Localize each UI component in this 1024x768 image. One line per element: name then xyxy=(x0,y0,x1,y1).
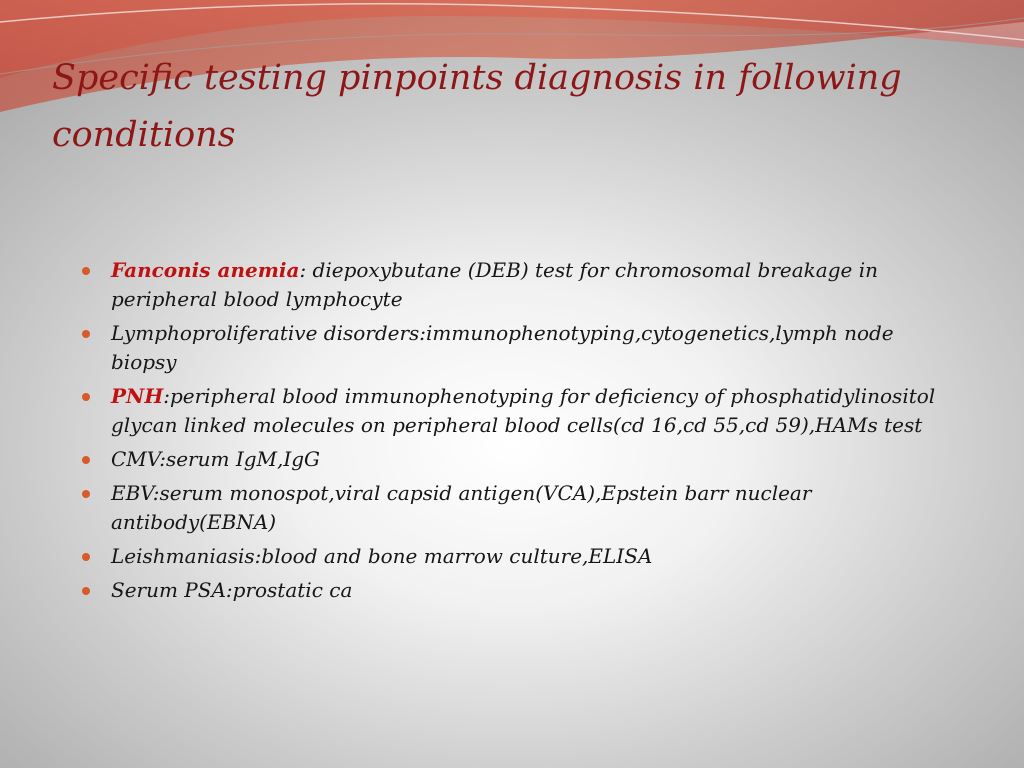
slide-title: Specific testing pinpoints diagnosis in following conditions xyxy=(52,58,902,155)
bullet-dot-icon xyxy=(82,456,90,464)
list-item xyxy=(82,576,962,605)
bullet-term: Fanconis anemia xyxy=(111,258,300,282)
bullet-text: Lymphoproliferative disorders:immunophenotyping,cytogenetics,lymph node biopsy xyxy=(111,321,894,374)
list-item xyxy=(82,479,962,537)
bullet-dot-icon xyxy=(82,553,90,561)
bullet-text: CMV:serum IgM,IgG xyxy=(111,447,321,471)
bullet-text: Serum PSA:prostatic ca xyxy=(111,578,353,602)
list-item xyxy=(82,542,962,571)
bullet-text: :peripheral blood immunophenotyping for deficiency of phosphatidylinositol glycan linked molecules on peripheral blood cells(cd 16,cd 55,cd 59),HAMs test xyxy=(111,384,936,437)
list-item xyxy=(82,382,962,440)
list-item xyxy=(82,319,962,377)
list-item xyxy=(82,445,962,474)
list-item xyxy=(82,256,962,314)
bullet-dot-icon xyxy=(82,587,90,595)
bullet-text: Leishmaniasis:blood and bone marrow culture,ELISA xyxy=(111,544,653,568)
bullet-term: PNH xyxy=(111,384,164,408)
bullet-dot-icon xyxy=(82,490,90,498)
bullet-text: : diepoxybutane (DEB) test for chromosomal breakage in peripheral blood lymphocyte xyxy=(111,258,878,311)
bullet-dot-icon xyxy=(82,393,90,401)
bullet-dot-icon xyxy=(82,267,90,275)
bullet-list xyxy=(82,256,962,610)
bullet-text: EBV:serum monospot,viral capsid antigen(VCA),Epstein barr nuclear antibody(EBNA) xyxy=(111,481,812,534)
bullet-dot-icon xyxy=(82,330,90,338)
